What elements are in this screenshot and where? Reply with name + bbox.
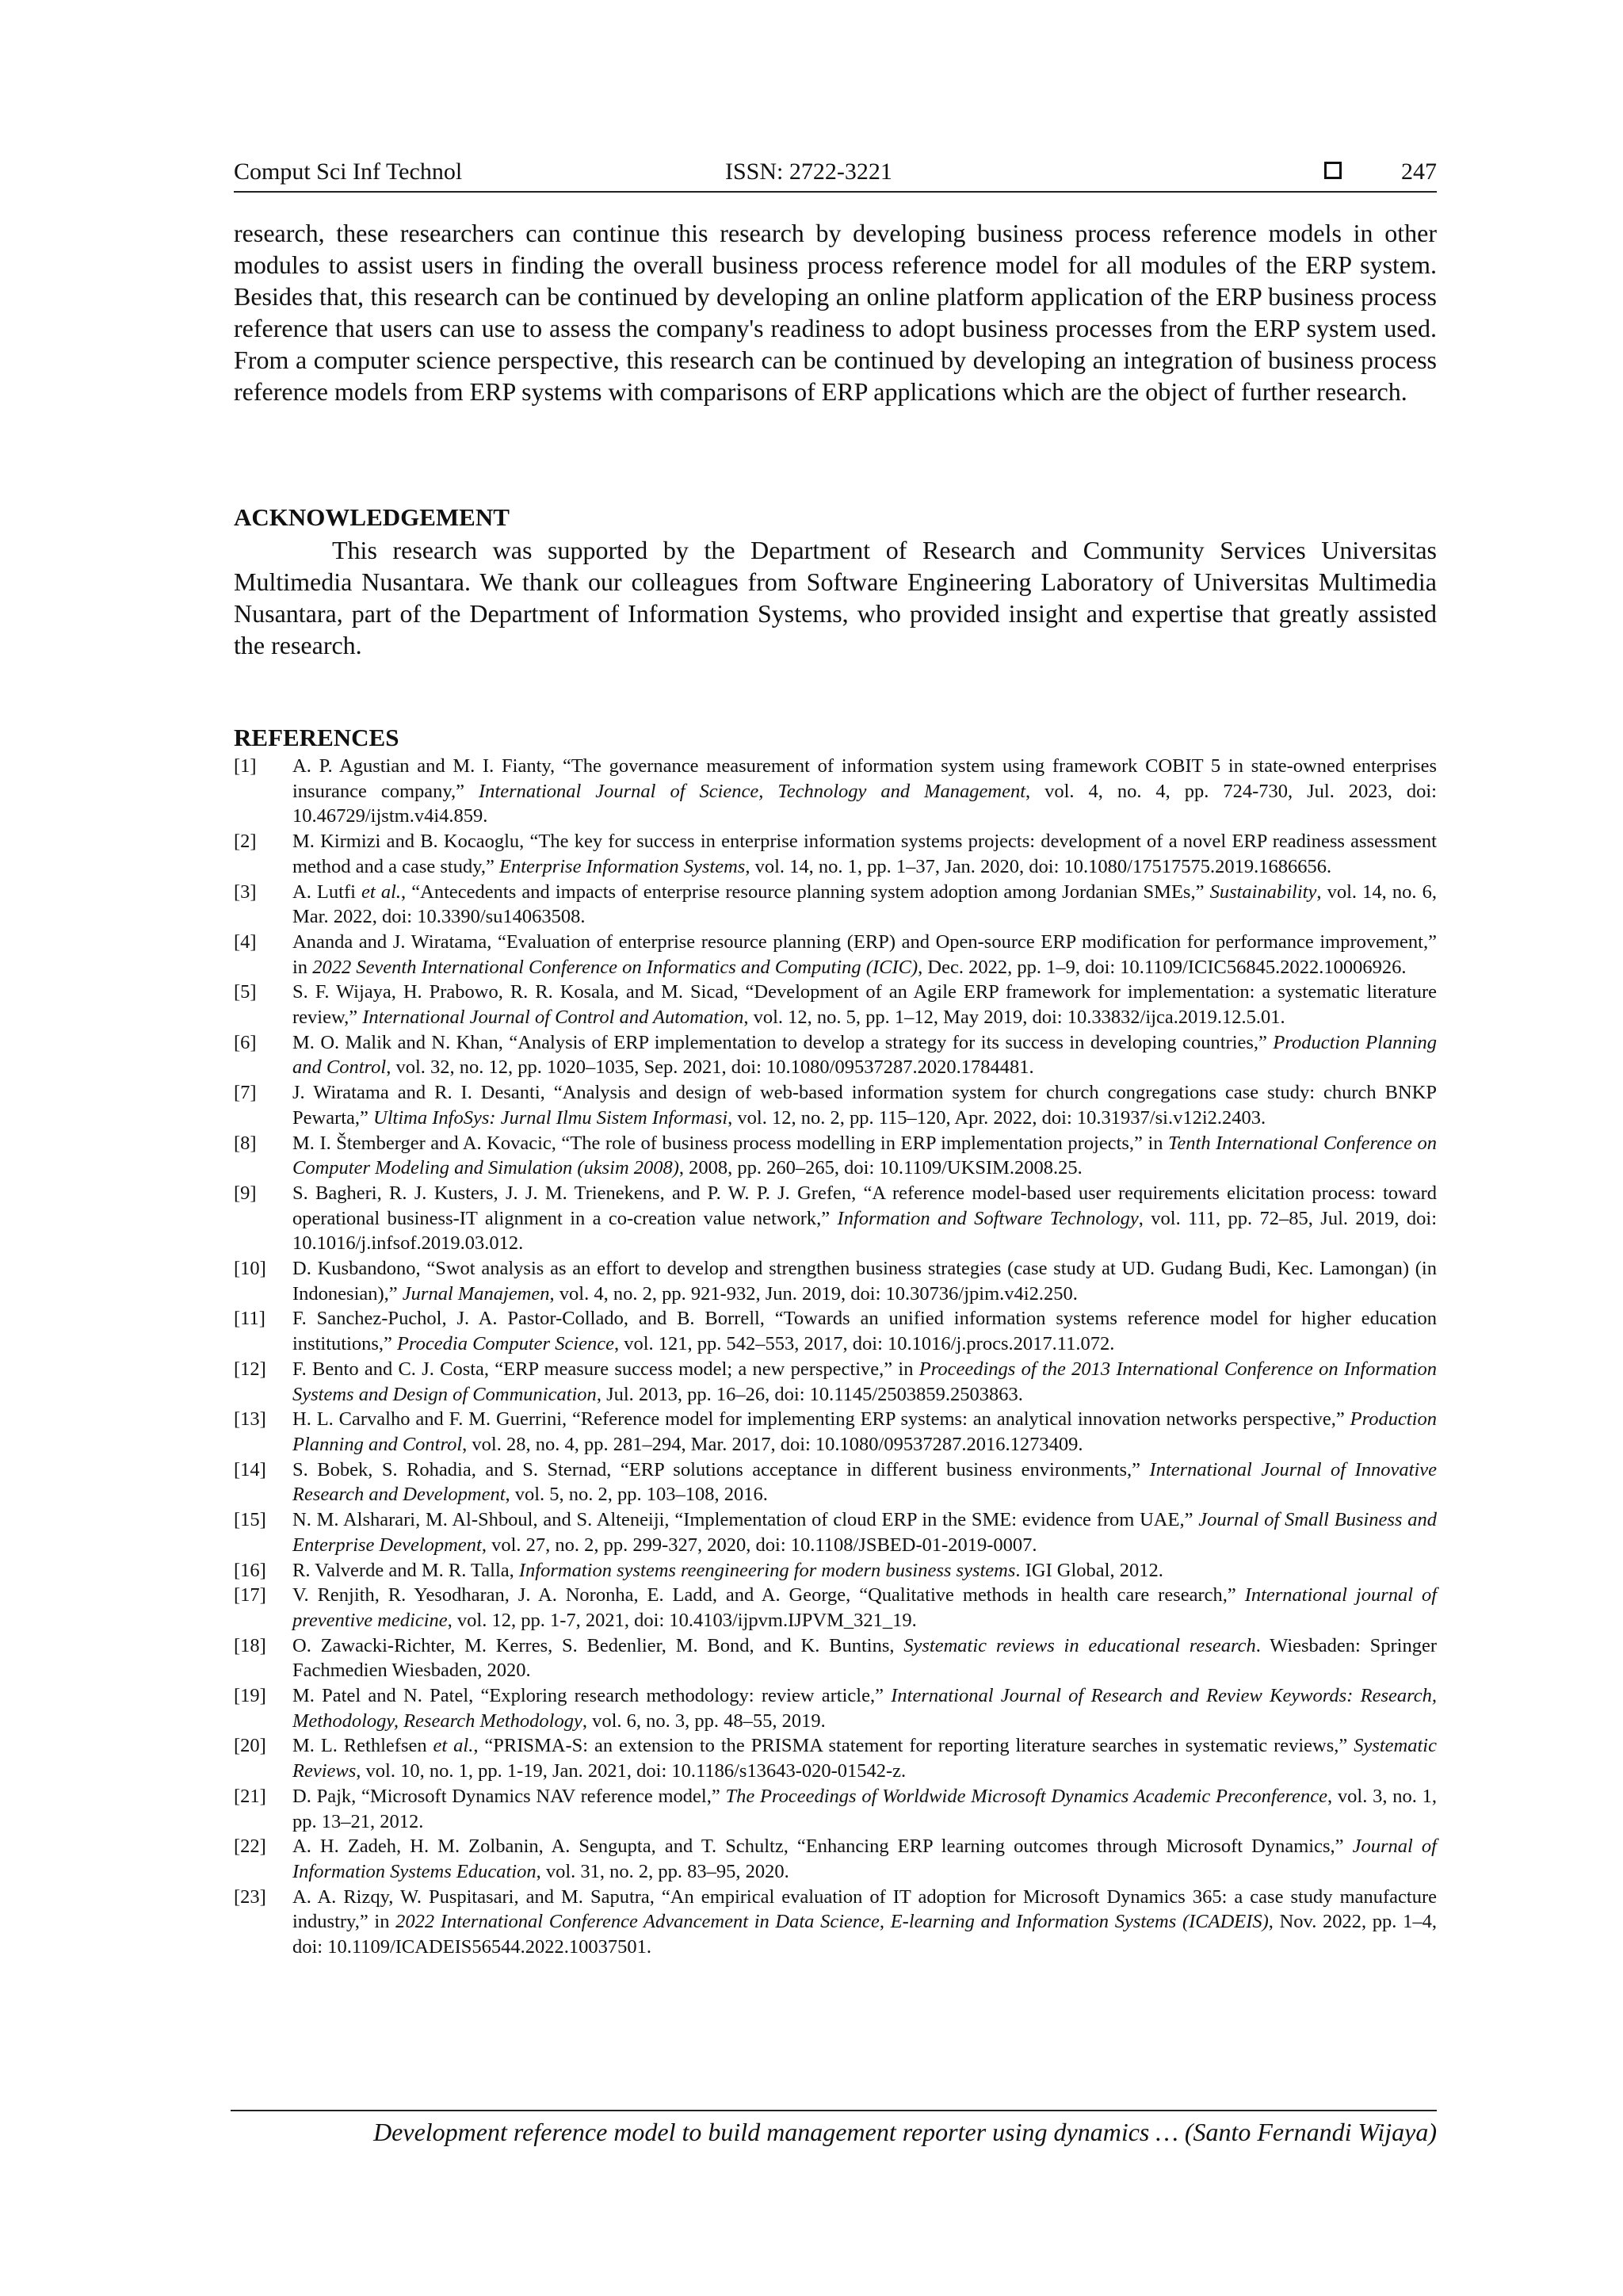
reference-item (234, 1181, 1437, 1256)
reference-segment: M. L. Rethlefsen (292, 1735, 433, 1757)
reference-segment: A. H. Zadeh, H. M. Zolbanin, A. Sengupta, and T. Schultz, “Enhancing ERP learning outcomes through Microsoft Dynamics,” (292, 1836, 1353, 1858)
reference-source: et al. (433, 1735, 474, 1757)
reference-segment: R. Valverde and M. R. Talla, (292, 1559, 519, 1581)
reference-text (292, 1583, 1437, 1633)
reference-text (292, 1633, 1437, 1683)
reference-number: [8] (234, 1132, 257, 1154)
reference-segment: A. A. Rizqy, W. Puspitasari, and M. Saputra, “An empirical evaluation of IT adoption for Microsoft Dynamics 365: a case study manufacture industry,” in (292, 1885, 1437, 1933)
reference-source: International Journal of Control and Automation (362, 1007, 744, 1029)
reference-number: [21] (234, 1785, 266, 1807)
reference-item (234, 1256, 1437, 1306)
reference-segment: F. Sanchez-Puchol, J. A. Pastor-Collado, and B. Borrell, “Towards an unified information systems reference model for higher education institutions,” (292, 1308, 1437, 1355)
reference-item (234, 1733, 1437, 1783)
reference-source: International Journal of Science, Technology and Management (479, 780, 1026, 802)
reference-segment: Ananda and J. Wiratama, “Evaluation of enterprise resource planning (ERP) and Open-source ERP modification for performance improvement,” in (292, 930, 1437, 978)
reference-text (292, 1683, 1437, 1733)
reference-segment: , vol. 14, no. 1, pp. 1–37, Jan. 2020, doi: 10.1080/17517575.2019.1686656. (745, 855, 1332, 877)
reference-item (234, 1306, 1437, 1356)
reference-source: Enterprise Information Systems (499, 855, 746, 877)
reference-segment: O. Zawacki-Richter, M. Kerres, S. Bedenlier, M. Bond, and K. Buntins, (292, 1634, 904, 1656)
reference-item (234, 1457, 1437, 1507)
reference-source: Sustainability (1209, 881, 1317, 903)
reference-source: Production Planning and Control (292, 1408, 1437, 1455)
reference-source: Information systems reengineering for modern business systems (518, 1559, 1016, 1581)
reference-segment: . Wiesbaden: Springer Fachmedien Wiesbaden, 2020. (292, 1634, 1437, 1682)
reference-number: [15] (234, 1509, 266, 1531)
reference-number: [23] (234, 1885, 266, 1908)
reference-source: et al. (361, 881, 402, 903)
reference-number: [10] (234, 1258, 266, 1280)
reference-text (292, 1131, 1437, 1181)
reference-item (234, 930, 1437, 980)
reference-segment: D. Kusbandono, “Swot analysis as an effort to develop and strengthen business strategies (case study at UD. Gudang Budi, Kec. Lamongan) (in Indonesian),” (292, 1258, 1437, 1305)
reference-segment: J. Wiratama and R. I. Desanti, “Analysis and design of web-based information system for church congregations case study: church BNKP Pewarta,” (292, 1082, 1437, 1129)
reference-item (234, 1885, 1437, 1960)
reference-source: The Proceedings of Worldwide Microsoft Dynamics Academic Preconference (725, 1785, 1328, 1807)
reference-segment: , vol. 32, no. 12, pp. 1020–1035, Sep. 2021, doi: 10.1080/09537287.2020.1784481. (386, 1056, 1034, 1079)
reference-number: [19] (234, 1685, 266, 1707)
reference-segment: , vol. 14, no. 6, Mar. 2022, doi: 10.3390/su14063508. (292, 881, 1437, 928)
square-icon (1324, 162, 1342, 179)
acknowledgement-paragraph: This research was supported by the Department of Research and Community Services Universitas Multimedia Nusantara. We thank our colleagues from Software Engineering Laboratory of Universitas Multimedia Nusantara, part of the Department of Information Systems, who provided insight and expertise that greatly assisted the research. (234, 536, 1437, 659)
reference-source: Systematic Reviews (292, 1735, 1437, 1782)
reference-segment: V. Renjith, R. Yesodharan, J. A. Noronha, E. Ladd, and A. George, “Qualitative methods in health care research,” (292, 1584, 1245, 1606)
reference-source: International Journal of Innovative Research and Development (292, 1458, 1437, 1506)
reference-segment: N. M. Alsharari, M. Al-Shboul, and S. Alteneiji, “Implementation of cloud ERP in the SME: evidence from UAE,” (292, 1509, 1199, 1531)
reference-number: [2] (234, 831, 257, 853)
page-header (234, 153, 1437, 193)
reference-text (292, 754, 1437, 829)
footer-text: Development reference model to build management reporter using dynamics … (Santo Fernandi Wijaya) (373, 2118, 1437, 2146)
reference-segment: , vol. 31, no. 2, pp. 83–95, 2020. (536, 1860, 789, 1882)
reference-segment: M. O. Malik and N. Khan, “Analysis of ERP implementation to develop a strategy for its success in developing countries,” (292, 1031, 1274, 1053)
reference-text (292, 1080, 1437, 1130)
reference-number: [14] (234, 1458, 266, 1480)
reference-source: Journal of Small Business and Enterprise Development (292, 1509, 1437, 1556)
reference-segment: , vol. 10, no. 1, pp. 1-19, Jan. 2021, doi: 10.1186/s13643-020-01542-z. (356, 1760, 907, 1782)
reference-text (292, 1784, 1437, 1834)
reference-number: [5] (234, 981, 257, 1003)
reference-segment: S. Bagheri, R. J. Kusters, J. J. M. Trienekens, and P. W. P. J. Grefen, “A reference model-based user requirements elicitation process: toward operational business-IT alignment in a co-creation value network,” (292, 1182, 1437, 1229)
reference-number: [16] (234, 1559, 266, 1581)
reference-item (234, 1080, 1437, 1130)
reference-source: Journal of Information Systems Education (292, 1836, 1437, 1882)
reference-source: 2022 Seventh International Conference on Informatics and Computing (ICIC) (312, 956, 918, 978)
reference-number: [18] (234, 1634, 266, 1656)
reference-source: Production Planning and Control (292, 1031, 1437, 1079)
reference-item (234, 1407, 1437, 1457)
reference-text (292, 1558, 1437, 1584)
reference-source: Information and Software Technology (837, 1207, 1139, 1229)
reference-number: [3] (234, 881, 257, 903)
reference-segment: , vol. 4, no. 4, pp. 724-730, Jul. 2023, doi: 10.46729/ijstm.v4i4.859. (292, 780, 1437, 827)
reference-segment: , “PRISMA-S: an extension to the PRISMA statement for reporting literature searches in systematic reviews,” (473, 1735, 1354, 1757)
reference-text (292, 1885, 1437, 1960)
reference-number: [4] (234, 930, 257, 953)
reference-segment: , vol. 27, no. 2, pp. 299-327, 2020, doi: 10.1108/JSBED-01-2019-0007. (481, 1534, 1037, 1556)
acknowledgement-title: ACKNOWLEDGEMENT (234, 503, 510, 531)
reference-item (234, 980, 1437, 1030)
reference-item (234, 1834, 1437, 1884)
reference-text (292, 1181, 1437, 1256)
reference-number: [6] (234, 1031, 257, 1053)
reference-list (234, 754, 1437, 1960)
reference-text (292, 980, 1437, 1030)
reference-segment: H. L. Carvalho and F. M. Guerrini, “Reference model for implementing ERP systems: an analytical innovation networks perspective,” (292, 1408, 1350, 1431)
reference-source: Ultima InfoSys: Jurnal Ilmu Sistem Informasi (373, 1106, 728, 1129)
reference-number: [17] (234, 1584, 266, 1606)
reference-text (292, 1256, 1437, 1306)
reference-segment: , vol. 121, pp. 542–553, 2017, doi: 10.1016/j.procs.2017.11.072. (614, 1333, 1115, 1355)
reference-text (292, 1507, 1437, 1557)
reference-number: [22] (234, 1836, 266, 1858)
reference-number: [9] (234, 1182, 257, 1204)
reference-number: [7] (234, 1082, 257, 1104)
reference-segment: , vol. 3, no. 1, pp. 13–21, 2012. (292, 1785, 1438, 1832)
reference-item (234, 754, 1437, 829)
reference-segment: , vol. 6, no. 3, pp. 48–55, 2019. (582, 1710, 826, 1732)
reference-segment: . IGI Global, 2012. (1015, 1559, 1163, 1581)
reference-segment: D. Pajk, “Microsoft Dynamics NAV reference model,” (292, 1785, 726, 1807)
reference-segment: S. Bobek, S. Rohadia, and S. Sternad, “ERP solutions acceptance in different business environments,” (292, 1458, 1150, 1480)
reference-segment: , vol. 5, no. 2, pp. 103–108, 2016. (505, 1484, 768, 1506)
reference-segment: , vol. 12, pp. 1-7, 2021, doi: 10.4103/ijpvm.IJPVM_321_19. (447, 1609, 917, 1631)
reference-source: International Journal of Research and Review Keywords: Research, Methodology, Research Methodology (292, 1685, 1438, 1732)
reference-segment: F. Bento and C. J. Costa, “ERP measure success model; a new perspective,” in (292, 1358, 919, 1380)
reference-segment: , Jul. 2013, pp. 16–26, doi: 10.1145/2503859.2503863. (596, 1383, 1023, 1405)
reference-segment: A. Lutfi (292, 881, 362, 903)
reference-segment: M. I. Štemberger and A. Kovacic, “The role of business process modelling in ERP implementation projects,” in (292, 1132, 1169, 1154)
reference-source: 2022 International Conference Advancement in Data Science, E-learning and Information Systems (ICADEIS) (395, 1911, 1269, 1933)
reference-item (234, 1030, 1437, 1080)
reference-source: Jurnal Manajemen (402, 1282, 550, 1305)
reference-segment: , vol. 28, no. 4, pp. 281–294, Mar. 2017, doi: 10.1080/09537287.2016.1273409. (462, 1433, 1083, 1455)
reference-item (234, 1357, 1437, 1407)
journal-name: Comput Sci Inf Technol (234, 159, 463, 185)
reference-text (292, 1733, 1437, 1783)
reference-number: [12] (234, 1358, 266, 1380)
reference-source: Tenth International Conference on Computer Modeling and Simulation (uksim 2008) (292, 1132, 1438, 1179)
reference-segment: M. Kirmizi and B. Kocaoglu, “The key for success in enterprise information systems projects: development of a novel ERP readiness assessment method and a case study,” (292, 831, 1437, 877)
reference-item (234, 829, 1437, 879)
page-footer (231, 2110, 1437, 2146)
reference-number: [1] (234, 755, 257, 777)
reference-item (234, 1683, 1437, 1733)
reference-text (292, 1407, 1437, 1457)
reference-segment: , 2008, pp. 260–265, doi: 10.1109/UKSIM.2008.25. (678, 1157, 1083, 1179)
reference-number: [13] (234, 1408, 266, 1431)
reference-segment: A. P. Agustian and M. I. Fianty, “The governance measurement of information system using framework COBIT 5 in state-owned enterprises insurance company,” (292, 755, 1437, 802)
reference-segment: , “Antecedents and impacts of enterprise resource planning system adoption among Jordanian SMEs,” (401, 881, 1210, 903)
reference-number: [20] (234, 1735, 266, 1757)
reference-text (292, 1306, 1437, 1356)
reference-segment: , Dec. 2022, pp. 1–9, doi: 10.1109/ICIC56845.2022.10006926. (918, 956, 1407, 978)
reference-segment: , vol. 4, no. 2, pp. 921-932, Jun. 2019, doi: 10.30736/jpim.v4i2.250. (549, 1282, 1078, 1305)
intro-paragraph: research, these researchers can continue this research by developing business process reference models in other modules to assist users in finding the overall business process reference model for all modules of the ERP system. Besides that, this research can be continued by developing an online platform application of the ERP business process reference that users can use to assess the company's readiness to adopt business processes from the ERP system used. From a computer science perspective, this research can be continued by developing an integration of business process reference models from ERP systems with comparisons of ERP applications which are the object of further research. (234, 219, 1437, 406)
reference-text (292, 1457, 1437, 1507)
reference-number: [11] (234, 1308, 265, 1330)
reference-source: Procedia Computer Science (397, 1333, 614, 1355)
reference-segment: M. Patel and N. Patel, “Exploring research methodology: review article,” (292, 1685, 892, 1707)
page-number: 247 (1401, 159, 1437, 185)
reference-source: Proceedings of the 2013 International Conference on Information Systems and Design of Communication (292, 1358, 1437, 1405)
reference-source: International journal of preventive medicine (292, 1584, 1437, 1631)
reference-text (292, 930, 1437, 980)
reference-text (292, 1357, 1437, 1407)
reference-segment: , vol. 12, no. 5, pp. 1–12, May 2019, doi: 10.33832/ijca.2019.12.5.01. (743, 1007, 1285, 1029)
reference-segment: , vol. 111, pp. 72–85, Jul. 2019, doi: 10.1016/j.infsof.2019.03.012. (292, 1207, 1437, 1255)
reference-text (292, 1030, 1437, 1080)
reference-segment: , Nov. 2022, pp. 1–4, doi: 10.1109/ICADEIS56544.2022.10037501. (292, 1911, 1437, 1958)
reference-segment: , vol. 12, no. 2, pp. 115–120, Apr. 2022, doi: 10.31937/si.v12i2.2403. (727, 1106, 1266, 1129)
reference-text (292, 829, 1437, 879)
reference-text (292, 1834, 1437, 1884)
reference-item (234, 1131, 1437, 1181)
issn: ISSN: 2722-3221 (725, 159, 892, 185)
reference-item (234, 1507, 1437, 1557)
reference-text (292, 880, 1437, 930)
reference-item (234, 880, 1437, 930)
reference-segment: S. F. Wijaya, H. Prabowo, R. R. Kosala, and M. Sicad, “Development of an Agile ERP framework for implementation: a systematic literature review,” (292, 981, 1437, 1029)
reference-item (234, 1583, 1437, 1633)
reference-item (234, 1784, 1437, 1834)
reference-item (234, 1633, 1437, 1683)
reference-item (234, 1558, 1437, 1584)
reference-source: Systematic reviews in educational research (903, 1634, 1256, 1656)
references-title: REFERENCES (234, 724, 399, 751)
